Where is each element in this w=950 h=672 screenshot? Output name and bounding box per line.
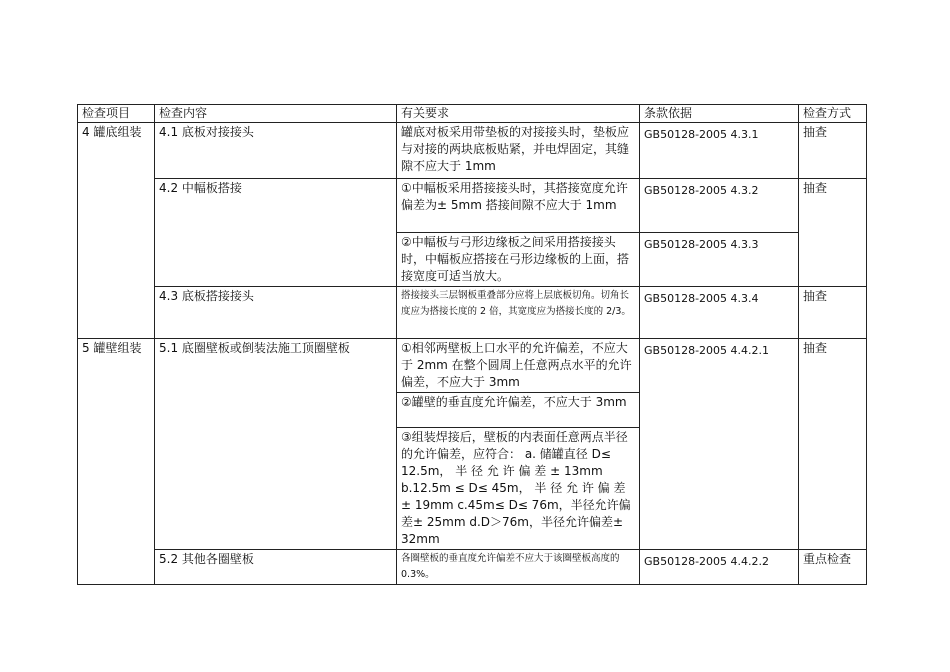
header-row xyxy=(78,105,867,123)
header-requirement: 有关要求 xyxy=(397,105,640,123)
method-cell: 抽查 xyxy=(799,179,867,287)
header-item: 检查项目 xyxy=(78,105,155,123)
basis-cell: GB50128-2005 4.3.2 xyxy=(640,179,799,233)
header-method: 检查方式 xyxy=(799,105,867,123)
method-cell: 重点检查 xyxy=(799,550,867,585)
table-row xyxy=(78,339,867,393)
basis-cell: GB50128-2005 4.4.2.1 xyxy=(640,339,799,550)
table-row xyxy=(78,179,867,233)
item-cell: 5 罐壁组装 xyxy=(78,339,155,585)
table-row xyxy=(78,550,867,585)
requirement-cell: ②中幅板与弓形边缘板之间采用搭接接头时，中幅板应搭接在弓形边缘板的上面，搭接宽度可适当放大。 xyxy=(397,233,640,287)
method-cell: 抽查 xyxy=(799,339,867,550)
requirement-cell: 搭接接头三层钢板重叠部分应将上层底板切角。切角长度应为搭接长度的 2 倍，其宽度应为搭接长度的 2/3。 xyxy=(397,287,640,339)
requirement-cell: 罐底对板采用带垫板的对接接头时，垫板应与对接的两块底板贴紧，并电焊固定，其缝隙不应大于 1mm xyxy=(397,123,640,179)
content-cell: 4.1 底板对接接头 xyxy=(155,123,397,179)
method-cell: 抽查 xyxy=(799,123,867,179)
content-cell: 4.3 底板搭接接头 xyxy=(155,287,397,339)
inspection-table xyxy=(77,104,867,585)
content-cell: 5.1 底圈壁板或倒装法施工顶圈壁板 xyxy=(155,339,397,550)
requirement-cell: ②罐壁的垂直度允许偏差，不应大于 3mm xyxy=(397,393,640,428)
basis-cell: GB50128-2005 4.3.3 xyxy=(640,233,799,287)
content-cell: 4.2 中幅板搭接 xyxy=(155,179,397,287)
requirement-cell: ③组装焊接后，壁板的内表面任意两点半径的允许偏差，应符合： a. 储罐直径 D≤ 12.5m， 半 径 允 许 偏 差 ± 13mm b.12.5m ≤ D≤ 45m， 半 径 允 许 偏 差 ± 19mm c.45m≤ D≤ 76m，半径允许偏差± 25mm d.D＞76m，半径允许偏差± 32mm xyxy=(397,428,640,550)
header-content: 检查内容 xyxy=(155,105,397,123)
header-basis: 条款依据 xyxy=(640,105,799,123)
requirement-cell: ①相邻两壁板上口水平的允许偏差，不应大于 2mm 在整个圆周上任意两点水平的允许偏差，不应大于 3mm xyxy=(397,339,640,393)
table-row xyxy=(78,123,867,179)
table-row xyxy=(78,287,867,339)
item-cell: 4 罐底组装 xyxy=(78,123,155,339)
basis-cell: GB50128-2005 4.3.4 xyxy=(640,287,799,339)
requirement-cell: ①中幅板采用搭接接头时，其搭接宽度允许偏差为± 5mm 搭接间隙不应大于 1mm xyxy=(397,179,640,233)
requirement-cell: 各圈壁板的垂直度允许偏差不应大于该圈壁板高度的 0.3%。 xyxy=(397,550,640,585)
basis-cell: GB50128-2005 4.4.2.2 xyxy=(640,550,799,585)
basis-cell: GB50128-2005 4.3.1 xyxy=(640,123,799,179)
method-cell: 抽查 xyxy=(799,287,867,339)
content-cell: 5.2 其他各圈壁板 xyxy=(155,550,397,585)
